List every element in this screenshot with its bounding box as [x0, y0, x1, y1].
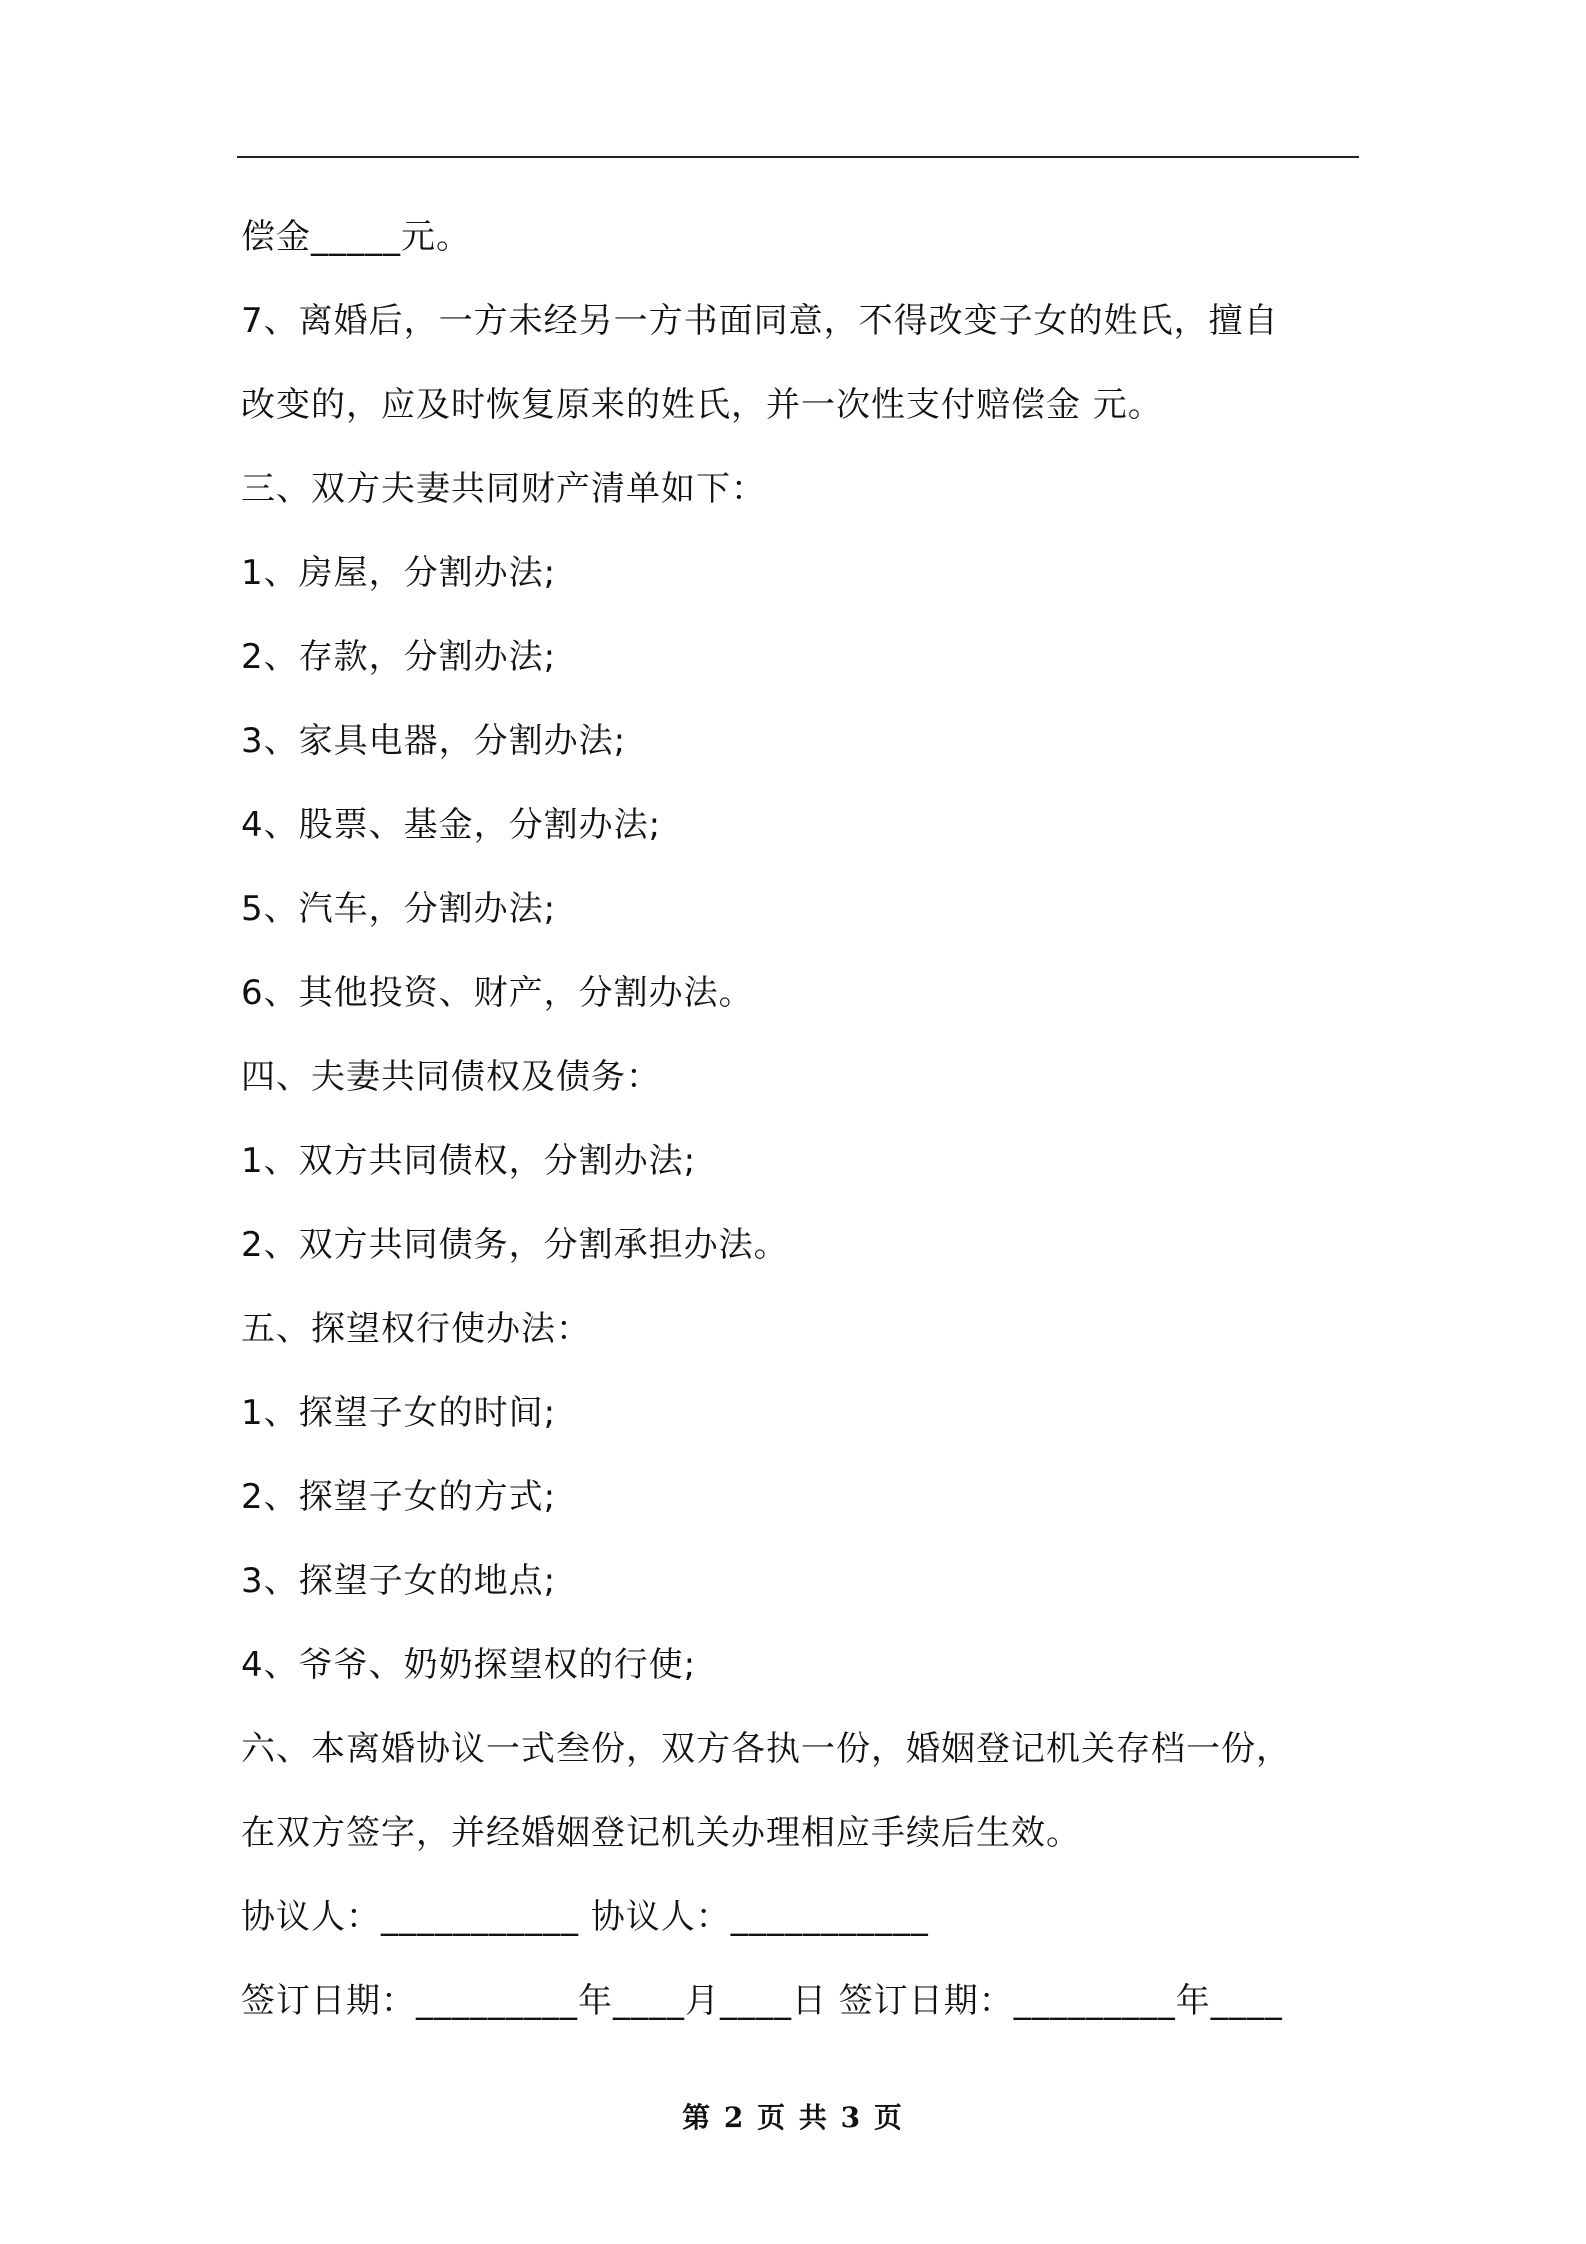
list-item: 2、存款，分割办法;	[241, 637, 557, 677]
list-item: 4、爷爷、奶奶探望权的行使;	[241, 1645, 697, 1685]
page-number: 第 2 页 共 3 页	[682, 2101, 904, 2134]
section-heading: 三、双方夫妻共同财产清单如下：	[241, 469, 766, 509]
list-item: 1、双方共同债权，分割办法;	[241, 1141, 697, 1181]
text-line: 在双方签字，并经婚姻登记机关办理相应手续后生效。	[241, 1813, 1081, 1853]
text-line: 7、离婚后，一方未经另一方书面同意，不得改变子女的姓氏，擅自	[241, 301, 1279, 341]
list-item: 4、股票、基金，分割办法;	[241, 805, 662, 845]
text-line: 改变的，应及时恢复原来的姓氏，并一次性支付赔偿金 元。	[241, 385, 1163, 425]
list-item: 3、家具电器，分割办法;	[241, 721, 627, 761]
list-item: 6、其他投资、财产，分割办法。	[241, 973, 754, 1013]
text-line: 六、本离婚协议一式叁份，双方各执一份，婚姻登记机关存档一份，	[241, 1729, 1291, 1769]
document-body	[241, 195, 1363, 2043]
header-rule	[237, 156, 1359, 158]
list-item: 5、汽车，分割办法;	[241, 889, 557, 929]
list-item: 1、房屋，分割办法;	[241, 553, 557, 593]
list-item: 2、双方共同债务，分割承担办法。	[241, 1225, 789, 1265]
text-line: 偿金_____元。	[241, 217, 471, 257]
list-item: 1、探望子女的时间;	[241, 1393, 557, 1433]
list-item: 2、探望子女的方式;	[241, 1477, 557, 1517]
section-heading: 四、夫妻共同债权及债务：	[241, 1057, 661, 1097]
signing-date-line: 签订日期：_________年____月____日 签订日期：_________年____	[241, 1981, 1283, 2021]
list-item: 3、探望子女的地点;	[241, 1561, 557, 1601]
section-heading: 五、探望权行使办法：	[241, 1309, 591, 1349]
signatory-line: 协议人：___________ 协议人：___________	[241, 1897, 929, 1937]
